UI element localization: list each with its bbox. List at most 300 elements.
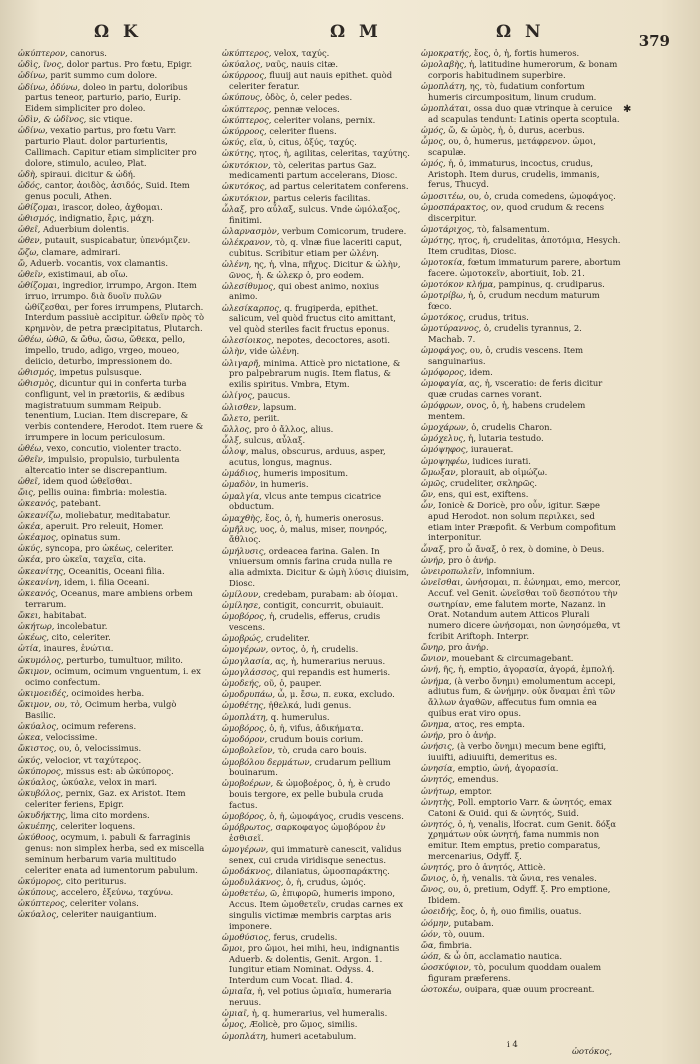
dictionary-entry xyxy=(421,962,621,983)
headword: ὠμιαῖα, xyxy=(222,986,255,997)
dictionary-entry xyxy=(421,951,621,962)
definition: incolebatur. xyxy=(54,621,108,632)
headword: ὠμίλουν, xyxy=(222,588,261,599)
dictionary-entry xyxy=(222,424,410,435)
definition: ουipara, quæ ouum procreant. xyxy=(462,984,595,995)
headword: ὠκήτωρ, xyxy=(18,621,55,632)
dictionary-entry xyxy=(222,303,410,335)
definition: υος, ὁ, malus, miser, πονηρός, ἄθλιος. xyxy=(229,523,388,545)
definition: & ὤθω, ὤσω, ὤθεκα, pello, impello, trudo, adigo, vrgeo, moueo, deiicio, deturbo, impressionem do. xyxy=(25,334,186,366)
definition: humeri acetabulum. xyxy=(268,1030,357,1041)
headword: ὠμοτύραννος, xyxy=(421,323,482,334)
definition: vexo, concutio, violenter tracto. xyxy=(43,442,182,453)
headword: ὠθεῖ, xyxy=(18,224,41,235)
headword: ὦναξ, xyxy=(421,543,446,554)
definition: minima. Atticè pro nictatione, & pro palpebrarum nugis. Item flatus, & exilis spiritus. Vmbra, Etym. xyxy=(229,357,401,390)
running-head-left: Ω Κ xyxy=(94,22,142,42)
dictionary-entry xyxy=(222,413,410,424)
definition: (à verbo ὄνημι) emolumentum accepi, adiutus fum, & ὠνήμην. οὐκ ὄναμαι ἐπὶ τῶν ἄλλων ἀγαθῶν, affecutus fum omnia ea quibus erat viro opus. xyxy=(428,675,616,718)
definition: ἔος, ὁ, ἡ, ouo fimilis, ouatus. xyxy=(458,906,582,917)
definition: ἡ, ὁ, crudum necdum maturum fœco. xyxy=(428,289,600,311)
headword: ὠμός, xyxy=(421,158,446,169)
definition: indignatio, ἔρις, μάχη. xyxy=(56,213,155,224)
definition: ἡ, q. humerarius, vel humeralis. xyxy=(249,1008,388,1019)
dictionary-entry xyxy=(421,763,621,774)
definition: crudeliter, σκληρῶς. xyxy=(447,477,538,488)
definition: inaures, ἐνώτια. xyxy=(41,643,114,654)
definition: ου, ὁ, crudis vescens. Item sanguinarius. xyxy=(428,344,584,366)
dictionary-entry xyxy=(421,774,621,785)
dictionary-entry xyxy=(222,932,410,943)
headword: ὠλιγαρῆ, xyxy=(222,357,261,368)
headword: ὠλισθεν, xyxy=(222,401,261,412)
headword: ὠμῆλυς, xyxy=(222,523,258,534)
dictionary-entry xyxy=(18,554,208,565)
dictionary-entry xyxy=(421,664,621,675)
dictionary-entry xyxy=(222,468,410,479)
definition: ocymum, i. pabuli & farraginis genus: non simplex herba, sed ex miscella seminum herbarum varia multitudo celeriter enata ad iumentorum pabulum. xyxy=(25,832,205,875)
dictionary-entry xyxy=(222,943,410,986)
headword: ὠμογλάσσος, xyxy=(222,666,280,677)
headword: ὠμάδιος, xyxy=(222,468,261,479)
definition: fluuij aut nauis epithet. quòd celeriter feratur. xyxy=(229,70,393,92)
dictionary-entry xyxy=(421,456,621,467)
dictionary-entry xyxy=(222,346,410,357)
definition: clamare, admirari. xyxy=(38,246,121,257)
headword: ὠκύπους, xyxy=(222,92,263,103)
headword: ὠκέα, xyxy=(18,554,44,565)
definition: Ocimum herba, vulgò Basilic. xyxy=(25,698,177,720)
headword: ὠμοτάριχος, xyxy=(421,223,475,234)
definition: credebam, purabam: ab ὀίομαι. xyxy=(260,588,398,599)
definition: ὁ, ἡ, venalis, lfocrat. cum Genit. δόξα χρημάτων οὐκ ὠνητή, fama nummis non emitur. Item emptus, pretio comparatus, mercenarius, Odyff. ξ. xyxy=(428,818,617,861)
headword: ὤκιμον, ου, τὸ, xyxy=(18,698,83,709)
headword: ὠνήρ, xyxy=(421,730,446,741)
headword: ὠνήτωρ, xyxy=(421,785,457,796)
headword: ὠμόχελυς, xyxy=(421,433,466,444)
headword: ὠμοπλάτη, xyxy=(421,81,468,92)
headword: ὤκιστος, xyxy=(18,743,57,754)
dictionary-entry xyxy=(421,730,621,741)
definition: canorus. xyxy=(67,48,107,58)
definition: celeriter nauigantium. xyxy=(58,909,157,920)
definition: ocimoides herba. xyxy=(68,687,145,698)
headword: ὤμοι, xyxy=(222,942,246,953)
definition: sic vtique. xyxy=(86,114,133,125)
dictionary-entry xyxy=(222,335,410,346)
definition: οντος, ὁ, ἡ, crudelis. xyxy=(268,644,359,655)
headword: ὦλοψ, xyxy=(222,446,249,457)
dictionary-entry xyxy=(18,821,208,832)
definition: ἡ, lutaria testudo. xyxy=(465,433,544,444)
definition: missus est: ab ὠκύπορος. xyxy=(63,765,174,776)
definition: q. frugiperda, epithet. salicum, vel quòd fructus cito amittant, vel quòd steriles facit fructus eponus. xyxy=(229,302,396,335)
definition: pro αὖλαξ, sulcus. Vnde ὠμόλαξος, finitimi. xyxy=(229,203,401,225)
dictionary-entry xyxy=(222,358,410,390)
dictionary-entry xyxy=(421,719,621,730)
headword: ὠλὴν, xyxy=(222,346,247,357)
definition: ἠθελκά, ludi genus. xyxy=(265,700,352,711)
dictionary-entry xyxy=(18,70,208,81)
headword: ὦμος, xyxy=(222,1019,247,1030)
definition: Æolicè, pro ὤμος, similis. xyxy=(246,1019,358,1030)
dictionary-entry xyxy=(421,378,621,399)
headword: ὠμοβόρος, xyxy=(222,811,267,822)
headword: ὠμοδρυπάω, xyxy=(222,689,276,700)
dictionary-entry xyxy=(222,126,410,137)
headword: ὠκύπτερος, xyxy=(222,114,272,125)
headword: ὠκύαλος, xyxy=(18,909,59,920)
definition: & ὠμοβοέρος, ὁ, ἡ, è crudo bouis tergore, ex pelle bubula cruda factus. xyxy=(229,778,391,810)
dictionary-entry xyxy=(222,757,410,778)
dictionary-entry xyxy=(222,48,410,59)
headword: ὠνητός, xyxy=(421,862,455,873)
dictionary-entry xyxy=(222,1031,410,1042)
definition: crudum bouis corium. xyxy=(267,734,364,745)
definition: Oceanus, mare ambiens orbem terrarum. xyxy=(25,587,193,609)
definition: ocimum referens. xyxy=(58,720,137,731)
dictionary-entry xyxy=(222,390,410,401)
headword: ὠμῶς, xyxy=(421,477,448,488)
headword: ὠδὴ, xyxy=(18,168,38,179)
definition: ferus, crudelis. xyxy=(270,931,338,942)
definition: idem, i. filia Oceani. xyxy=(61,576,150,587)
headword: ὠνητός, xyxy=(421,774,455,785)
definition: periit. xyxy=(250,412,280,423)
dictionary-entry xyxy=(421,467,621,478)
dictionary-entry xyxy=(18,887,208,898)
headword: ὠμοπλάτη, xyxy=(222,711,269,722)
definition: ου, ὁ, pretium, Odyff. ξ. Pro emptione, Ibidem. xyxy=(428,884,611,906)
definition: ὁ, ἡ, venalis. τὰ ὤνια, res venales. xyxy=(448,873,597,884)
definition: pro ὁ ἀνητός, Atticè. xyxy=(454,862,546,873)
headword: ὠκύθοος, xyxy=(18,832,58,843)
headword: ὠμόβρωτος, xyxy=(222,822,273,833)
definition: τὸ, poculum quoddam oualem figuram præferens. xyxy=(428,962,602,984)
definition: in humeris. xyxy=(257,479,309,490)
headword: ὠνήμα, xyxy=(421,675,452,686)
headword: ὠθεῖ, xyxy=(18,475,41,486)
headword: ὠμοτοκία, xyxy=(421,256,466,267)
definition: pernix, Gaz. ex Aristot. Item celeriter feriens, Epigr. xyxy=(25,788,186,809)
definition: ἔος, ὁ, ἡ, humeris onerosus. xyxy=(262,512,384,523)
dictionary-entry xyxy=(222,723,410,734)
headword: ὠκυμόλος, xyxy=(18,654,64,665)
definition: ῆς, ἡ, emptio, ἀγορασία, ἀγορά, ἐμπολή. xyxy=(440,664,615,675)
dictionary-entry xyxy=(421,884,621,905)
column-left xyxy=(18,48,208,921)
headword: ὠδίνω, xyxy=(18,70,48,81)
dictionary-entry xyxy=(421,918,621,929)
dictionary-entry xyxy=(18,621,208,632)
headword: ὤζω, xyxy=(18,246,39,257)
dictionary-entry xyxy=(18,476,208,487)
headword: ὠθεῖν, xyxy=(18,269,46,280)
dictionary-entry xyxy=(222,546,410,589)
dictionary-entry xyxy=(222,524,410,545)
dictionary-entry xyxy=(222,513,410,524)
headword: ὠκύρροος, xyxy=(222,125,267,136)
dictionary-entry xyxy=(18,235,208,246)
headword: ὤλετο, xyxy=(222,412,251,423)
definition: qui repandis est humeris. xyxy=(279,666,391,677)
dictionary-entry xyxy=(18,280,208,334)
headword: ὦλξ, xyxy=(222,435,242,446)
running-head-right: Ω Ν xyxy=(496,22,545,42)
definition: ας, ἡ, humerarius neruus. xyxy=(272,655,386,666)
definition: τὸ, falsamentum. xyxy=(474,223,550,234)
definition: opinatus sum. xyxy=(58,531,121,542)
dictionary-entry xyxy=(18,487,208,498)
dictionary-entry xyxy=(222,822,410,843)
headword: ὠνήρ, xyxy=(421,554,446,565)
dictionary-entry xyxy=(222,226,410,237)
dictionary-entry xyxy=(18,777,208,788)
definition: habitabat. xyxy=(40,609,87,620)
dictionary-entry xyxy=(222,115,410,126)
definition: Aduerbium dolentis. xyxy=(40,224,130,235)
headword: ὤνημα, xyxy=(421,718,452,729)
headword: ὠμογέρων, xyxy=(222,644,269,655)
headword: ὠλαρνασμὸν, xyxy=(222,225,280,236)
headword: ὠλεσίοικος, xyxy=(222,335,274,346)
headword: ὠδίνω, xyxy=(18,125,48,136)
dictionary-entry xyxy=(222,446,410,467)
definition: Oceanitis, Oceani filia. xyxy=(65,565,165,576)
headword: ὠνητὴς, xyxy=(421,796,455,807)
definition: existimaui, ab οἴω. xyxy=(45,269,128,280)
definition: malus, obscurus, arduus, asper, acutus, longus, magnus. xyxy=(229,446,386,468)
headword: ὠμός, xyxy=(421,124,446,135)
headword: ὦν, xyxy=(421,500,436,511)
headword: ὠμόψηφος, xyxy=(421,444,469,455)
column-right xyxy=(421,48,621,995)
dictionary-entry xyxy=(421,422,621,433)
dictionary-entry xyxy=(18,832,208,875)
dictionary-entry xyxy=(222,656,410,667)
definition: ὦ, μ. ἔσω, π. ευκα, excludo. xyxy=(275,689,395,700)
headword: ὠμόφορος, xyxy=(421,366,467,377)
headword: ὠμοχάρων, xyxy=(421,421,469,432)
dictionary-entry xyxy=(421,400,621,421)
dictionary-entry xyxy=(222,435,410,446)
definition: lima cito mordens. xyxy=(67,810,150,821)
definition: ἡ, latitudine humerorum, & bonam corporis habitudinem superbire. xyxy=(428,59,618,80)
headword: ὠμαχθὴς, xyxy=(222,512,263,523)
dictionary-entry xyxy=(222,160,410,181)
headword: ὠκέως, xyxy=(18,632,49,643)
headword: ὠκύαλος, xyxy=(18,720,59,731)
dictionary-entry xyxy=(222,811,410,822)
dictionary-entry xyxy=(421,555,621,566)
column-center xyxy=(222,48,410,1042)
dictionary-entry xyxy=(222,402,410,413)
definition: pro ὁ ἀνήρ. xyxy=(445,554,497,565)
headword: ὠκιμοειδές, xyxy=(18,687,69,698)
dictionary-entry xyxy=(18,454,208,475)
headword: ὠνήσις, xyxy=(421,741,455,752)
signature-mark: i 4 xyxy=(507,1040,518,1050)
headword: ὠλεσίκαρπος, xyxy=(222,302,282,313)
headword: ὠόπ, xyxy=(421,951,442,962)
headword: ὠμοβρώς, xyxy=(222,633,264,644)
headword: ὠνεῖσθαι, xyxy=(421,577,464,588)
headword: ὠμογέρων, xyxy=(222,844,269,855)
definition: putauit, suspicabatur, ὑπενόμιζεν. xyxy=(42,235,191,246)
definition: pro ὁ ἀνήρ. xyxy=(445,730,497,741)
dictionary-entry xyxy=(421,653,621,664)
dictionary-entry xyxy=(222,204,410,225)
definition: q. humerulus. xyxy=(268,711,330,722)
dictionary-entry xyxy=(18,755,208,766)
definition: pro ὦ ἄναξ, ὁ rex, ò domine, ò Deus. xyxy=(445,543,605,554)
headword: ὠμοπλάτη, xyxy=(222,1030,269,1041)
headword: ὠμοτόκον κλήμα, xyxy=(421,278,496,289)
headword: ὠδὶν, & ὠδῖνος, xyxy=(18,114,87,125)
dictionary-entry xyxy=(18,643,208,654)
dictionary-entry xyxy=(421,323,621,344)
dictionary-entry xyxy=(421,577,621,641)
dictionary-entry xyxy=(421,290,621,311)
dictionary-entry xyxy=(421,59,621,80)
headword: ὠκύς, xyxy=(18,754,43,765)
headword: ὠόν, xyxy=(421,928,441,939)
definition: emendus. xyxy=(454,774,499,785)
headword: ὠμοδυλάκνος, xyxy=(222,877,284,888)
dictionary-entry xyxy=(421,136,621,157)
dictionary-entry xyxy=(222,611,410,632)
dictionary-entry xyxy=(222,1008,410,1019)
dictionary-entry xyxy=(222,678,410,689)
headword: ὠοτοκέω, xyxy=(421,984,463,995)
dictionary-entry xyxy=(222,92,410,103)
headword: ὤις, xyxy=(18,487,36,498)
definition: pro ὁ ἄλλος, alius. xyxy=(251,423,334,434)
definition: Poll. emptorio Varr. & ὠνητός, emax Catoni & Ouid. qui & ὠνητός, Suid. xyxy=(428,796,612,818)
headword: ὠκεανός, xyxy=(18,587,58,598)
headword: ὠμοπλάται, xyxy=(421,103,472,114)
headword: ὠμοδόρον, xyxy=(222,734,268,745)
headword: ὠθεν, xyxy=(18,235,43,246)
dictionary-entry xyxy=(421,312,621,323)
definition: qui immaturè canescit, validus senex, cui cruda viridisque senectus. xyxy=(229,844,402,865)
headword: ὠμοσιτέω, xyxy=(421,190,466,201)
definition: ἡ, vel potius ὠμιαῖα, humeraria neruus. xyxy=(229,986,392,1007)
dictionary-entry xyxy=(222,259,410,280)
dictionary-entry xyxy=(421,862,621,873)
definition: velox, ταχύς. xyxy=(271,48,330,58)
dictionary-entry xyxy=(18,566,208,577)
headword: ὠμοδεής, xyxy=(222,678,262,689)
definition: cito, celeriter. xyxy=(49,632,111,643)
definition: ας, ἡ, vsceratio: de feris dicitur quæ crudas carnes vorant. xyxy=(428,378,603,399)
headword: ὠλέκρανον, xyxy=(222,236,273,247)
definition: pro ὤμοι, hei mihi, heu, indignantis Aduerb. & dolentis, Genit. Argon. 1. Iungitur etiam Nominat. Odyss. 4. Interdum cum Vocat. Iliad. 4. xyxy=(229,942,400,986)
definition: Ionicè & Doricè, pro οὖν, igitur. Sæpe apud Herodot. non solum περιλκει, sed etiam inter Præpofit. & Verbum compofitum interponitur. xyxy=(428,500,616,543)
headword: ὠθισμός, xyxy=(18,366,57,377)
dictionary-entry xyxy=(222,589,410,600)
headword: ὤκει, xyxy=(18,609,41,620)
dictionary-entry xyxy=(222,1019,410,1030)
headword: ὠμιαῖ, xyxy=(222,1008,250,1019)
definition: iurauerat. xyxy=(468,444,514,455)
page-number: 379 xyxy=(638,32,670,50)
headword: ὠμοθύσιος, xyxy=(222,931,271,942)
definition: qui obest animo, noxius animo. xyxy=(229,280,379,302)
headword: ὠκύπους, xyxy=(18,886,59,897)
headword: ὠνησία, xyxy=(421,763,456,774)
definition: celeriter loquens. xyxy=(57,821,136,832)
dictionary-entry xyxy=(421,929,621,940)
dictionary-entry xyxy=(222,193,410,204)
headword: ὠμοφάγος, xyxy=(421,344,468,355)
dictionary-entry xyxy=(421,279,621,290)
headword: ὠμοβόρος, xyxy=(222,722,267,733)
definition: ἔος, ὁ, ἡ, fortis humeros. xyxy=(471,48,580,58)
definition: ὁ, ἡ, vifus, ἀδικήματα. xyxy=(266,722,364,733)
dictionary-entry xyxy=(18,610,208,621)
definition: τὸ, celeritas partus Gaz. medicamenti partum accelerans, Diosc. xyxy=(229,159,398,181)
dictionary-entry xyxy=(421,642,621,653)
dictionary-entry xyxy=(18,699,208,720)
dictionary-entry xyxy=(18,688,208,699)
headword: ὠκύπτερος, xyxy=(18,898,68,909)
definition: putabam. xyxy=(451,917,494,928)
dictionary-entry xyxy=(222,70,410,91)
definition: verbum Comicorum, trudere. xyxy=(279,225,407,236)
definition: partus celeris facilitas. xyxy=(270,192,371,203)
headword: ὠμοβολεῖον, xyxy=(222,745,276,756)
definition: ου, ὁ, cruda comedens, ὠμοφάγος. xyxy=(465,190,616,201)
headword: ὠκυβόλος, xyxy=(18,788,63,799)
dictionary-entry xyxy=(18,202,208,213)
dictionary-entry xyxy=(222,181,410,192)
headword: ὠκυέπης, xyxy=(18,821,58,832)
headword: ὠθέω, xyxy=(18,442,44,453)
dictionary-entry xyxy=(421,819,621,862)
definition: paucus. xyxy=(254,390,291,401)
definition: ὁ, crudelis Charon. xyxy=(468,421,553,432)
dictionary-entry xyxy=(18,743,208,754)
headword: ὠκύπορος, xyxy=(18,765,64,776)
dictionary-entry xyxy=(18,732,208,743)
dictionary-entry xyxy=(18,269,208,280)
dictionary-entry xyxy=(421,500,621,543)
headword: ὠκύαλος, xyxy=(222,59,263,70)
dictionary-entry xyxy=(18,876,208,887)
margin-mark-icon: ✱ xyxy=(623,104,632,115)
definition: velocissime. xyxy=(43,732,98,743)
definition: sulcus, αὖλαξ. xyxy=(241,435,306,446)
definition: Aduerb. vocantis, vox clamantis. xyxy=(27,257,168,268)
dictionary-entry xyxy=(421,158,621,190)
definition: ης, τὸ, fudatium confortum humeris circumpositum, linum crudum. xyxy=(428,81,597,102)
definition: ὠκύαλε, velox in mari. xyxy=(58,776,158,787)
headword: ὠλίγος, xyxy=(222,390,255,401)
headword: ὠκεανός, xyxy=(18,498,58,509)
headword: ὠθισμός, xyxy=(18,213,57,224)
headword: ὤκιμον, xyxy=(18,665,52,676)
headword: ὤα, xyxy=(421,939,437,950)
definition: celeriter fluens. xyxy=(266,125,337,136)
headword: ὦμος, xyxy=(421,136,446,147)
definition: celeriter volans. xyxy=(67,898,139,909)
dictionary-entry xyxy=(18,810,208,821)
dictionary-entry xyxy=(222,866,410,877)
dictionary-entry xyxy=(18,82,208,114)
definition: celeriter volans, pernix. xyxy=(271,114,376,125)
dictionary-entry xyxy=(421,984,621,995)
